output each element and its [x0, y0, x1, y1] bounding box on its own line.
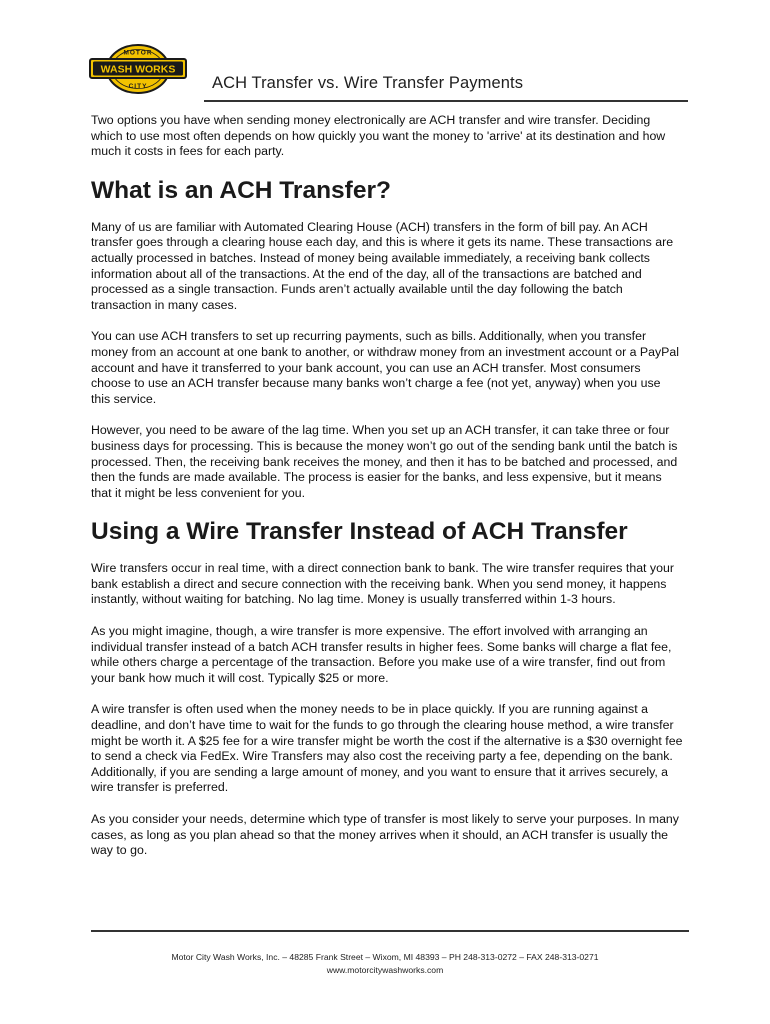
logo-text-main: WASH WORKS [100, 63, 176, 76]
wire-paragraph-3: A wire transfer is often used when the money needs to be in place quickly. If you are running against a deadline, and don’t have time to wait for the funds to go through the clearing house method, a wire transfer might be worth it. A $25 fee for a wire transfer might be worth the cost if the alternative is a $30 overnight fee to send a check via FedEx. Wire Transfers may also cost the receiving party a fee, depending on the bank. Additionally, if you are sending a large amount of money, and you want to ensure that it arrives securely, a wire transfer is preferred. [91, 702, 683, 795]
ach-paragraph-1: Many of us are familiar with Automated Clearing House (ACH) transfers in the form of bill pay. An ACH transfer goes through a clearing house each day, and this is where it gets its name. These transactions are actually processed in batches. Instead of money being available immediately, a receiving bank collects information about all of the transactions. At the end of the day, all of the transactions are batched and processed as a single transaction. Funds aren’t actually available until the day following the batch transaction in many cases. [91, 219, 674, 312]
footer-website[interactable]: www.motorcitywashworks.com [326, 965, 444, 975]
wire-paragraph-4: As you consider your needs, determine which type of transfer is most likely to serve your purposes. In many cases, as long as you plan ahead so that the money arrives when it should, an ACH transfer is usually the way to go. [91, 812, 679, 858]
section-heading-wire: Using a Wire Transfer Instead of ACH Transfer [91, 518, 628, 546]
footer-divider [91, 930, 689, 932]
header-divider [204, 100, 688, 102]
ach-paragraph-2: You can use ACH transfers to set up recurring payments, such as bills. Additionally, when you transfer money from an account at one bank to another, or withdraw money from an investment account or a PayPal account and have it transferred to your bank account, you can use an ACH transfer. Most consumers choose to use an ACH transfer because many banks won’t charge a fee (not yet, anyway) when you use this service. [91, 329, 680, 406]
document-body [91, 113, 683, 875]
logo-text-top: MOTOR [123, 49, 153, 57]
header-title: ACH Transfer vs. Wire Transfer Payments [212, 74, 524, 92]
section-heading-ach: What is an ACH Transfer? [91, 176, 391, 204]
wire-paragraph-2: As you might imagine, though, a wire transfer is more expensive. The effort involved with arranging an individual transfer instead of a batch ACH transfer results in higher fees. Some banks will charge a flat fee, while others charge a percentage of the transaction. Before you make use of a wire transfer, find out from your bank how much it will cost. Typically $25 or more. [91, 624, 672, 685]
wire-paragraph-1: Wire transfers occur in real time, with a direct connection bank to bank. The wire transfer requires that your bank establish a direct and secure connection with the receiving bank. When you send money, it happens instantly, without waiting for batching. No lag time. Money is usually transferred within 1-3 hours. [91, 561, 674, 607]
motor-city-wash-works-logo [88, 42, 188, 96]
ach-paragraph-3: However, you need to be aware of the lag time. When you set up an ACH transfer, it can take three or four business days for processing. This is because the money won’t go out of the sending bank until the batch is processed. Then, the receiving bank receives the money, and then it has to be batched and processed, and then the funds are made available. The process is easier for the banks, and less expensive, but it means that it might be less convenient for you. [91, 423, 678, 500]
logo-text-bottom: CITY [128, 83, 148, 90]
intro-paragraph: Two options you have when sending money electronically are ACH transfer and wire transfer. Deciding which to use most often depends on how quickly you want the money to 'arrive' at its destination and how much it costs in fees for each party. [91, 113, 666, 159]
footer-contact: Motor City Wash Works, Inc. – 48285 Frank Street – Wixom, MI 48393 – PH 248-313-0272 – FAX 248-313-0271 [171, 952, 599, 962]
